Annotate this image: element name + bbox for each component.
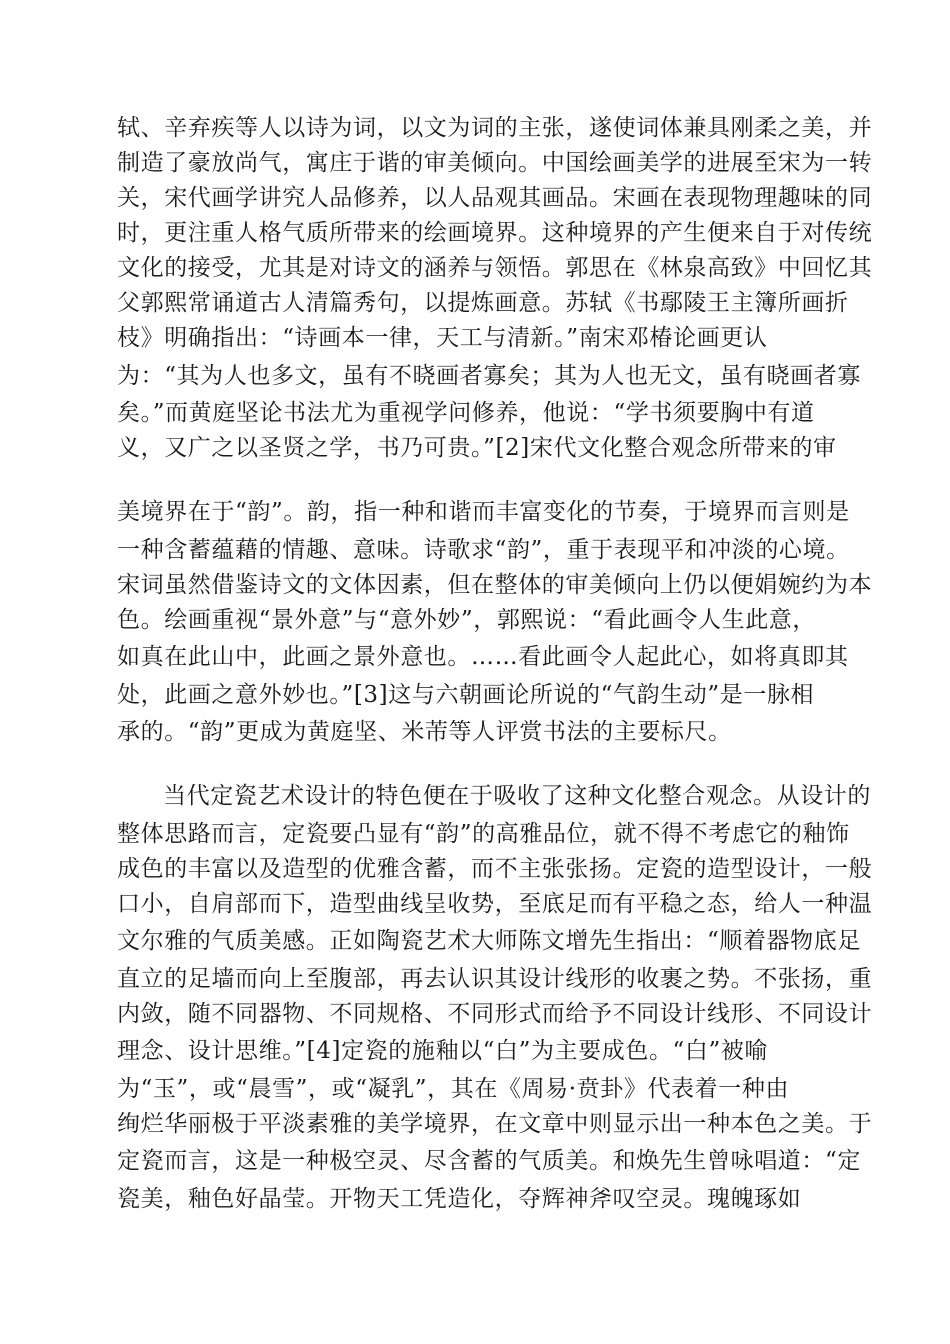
text-line: 如真在此山中，此画之景外意也。……看此画令人起此心，如将真即其 [117, 644, 849, 670]
text-line: 制造了豪放尚气，寓庄于谐的审美倾向。中国绘画美学的进展至宋为一转 [117, 150, 873, 176]
text-line: 色。绘画重视“景外意”与“意外妙”，郭熙说：“看此画令人生此意， [117, 607, 816, 633]
text-line: 处，此画之意外妙也。”[3]这与六朝画论所说的“气韵生动”是一脉相 [117, 682, 815, 708]
text-line: 定瓷而言，这是一种极空灵、尽含蓄的气质美。和焕先生曾咏唱道：“定 [117, 1148, 861, 1174]
text-line: 宋词虽然借鉴诗文的文体因素，但在整体的审美倾向上仍以便娟婉约为本 [117, 572, 873, 598]
text-line: 关，宋代画学讲究人品修养，以人品观其画品。宋画在表现物理趣味的同 [117, 185, 873, 211]
text-line: 直立的足墙而向上至腹部，再去认识其设计线形的收裹之势。不张扬，重 [117, 966, 873, 992]
text-line: 枝》明确指出：“诗画本一律，天工与清新。”南宋邓椿论画更认 [117, 325, 768, 351]
text-line: 承的。“韵”更成为黄庭坚、米芾等人评赏书法的主要标尺。 [117, 719, 732, 745]
text-line: 当代定瓷艺术设计的特色便在于吸收了这种文化整合观念。从设计的 [163, 783, 871, 809]
text-line: 美境界在于“韵”。韵，指一种和谐而丰富变化的节奏，于境界而言则是 [117, 499, 850, 525]
text-line: 文尔雅的气质美感。正如陶瓷艺术大师陈文增先生指出：“顺着器物底足 [117, 928, 861, 954]
text-line: 一种含蓄蕴藉的情趣、意味。诗歌求“韵”，重于表现平和冲淡的心境。 [117, 537, 850, 563]
text-line: 整体思路而言，定瓷要凸显有“韵”的高雅品位，就不得不考虑它的釉饰 [117, 821, 850, 847]
text-line: 绚烂华丽极于平淡素雅的美学境界，在文章中则显示出一种本色之美。于 [117, 1111, 873, 1137]
text-line: 为：“其为人也多文，虽有不晓画者寡矣；其为人也无文，虽有晓画者寡 [117, 363, 861, 389]
text-line: 时，更注重人格气质所带来的绘画境界。这种境界的产生便来自于对传统 [117, 220, 873, 246]
text-line: 矣。”而黄庭坚论书法尤为重视学问修养，他说：“学书须要胸中有道 [117, 400, 815, 426]
text-line: 为“玉”，或“晨雪”，或“凝乳”，其在《周易·贲卦》代表着一种由 [117, 1076, 790, 1102]
text-line: 理念、设计思维。”[4]定瓷的施釉以“白”为主要成色。“白”被喻 [117, 1038, 769, 1064]
text-line: 瓷美，釉色好晶莹。开物天工凭造化，夺辉神斧叹空灵。瑰魄琢如 [117, 1186, 802, 1212]
text-line: 内敛，随不同器物、不同规格、不同形式而给予不同设计线形、不同设计 [117, 1001, 873, 1027]
text-line: 轼、辛弃疾等人以诗为词，以文为词的主张，遂使词体兼具刚柔之美，并 [117, 115, 873, 141]
text-line: 父郭熙常诵道古人清篇秀句，以提炼画意。苏轼《书鄢陵王主簿所画折 [117, 290, 849, 316]
text-line: 口小，自肩部而下，造型曲线呈收势，至底足而有平稳之态，给人一种温 [117, 891, 873, 917]
text-line: 文化的接受，尤其是对诗文的涵养与领悟。郭思在《林泉高致》中回忆其 [117, 255, 873, 281]
text-line: 成色的丰富以及造型的优雅含蓄，而不主张张扬。定瓷的造型设计，一般 [117, 856, 873, 882]
text-line: 义，又广之以圣贤之学，书乃可贵。”[2]宋代文化整合观念所带来的审 [117, 435, 837, 461]
